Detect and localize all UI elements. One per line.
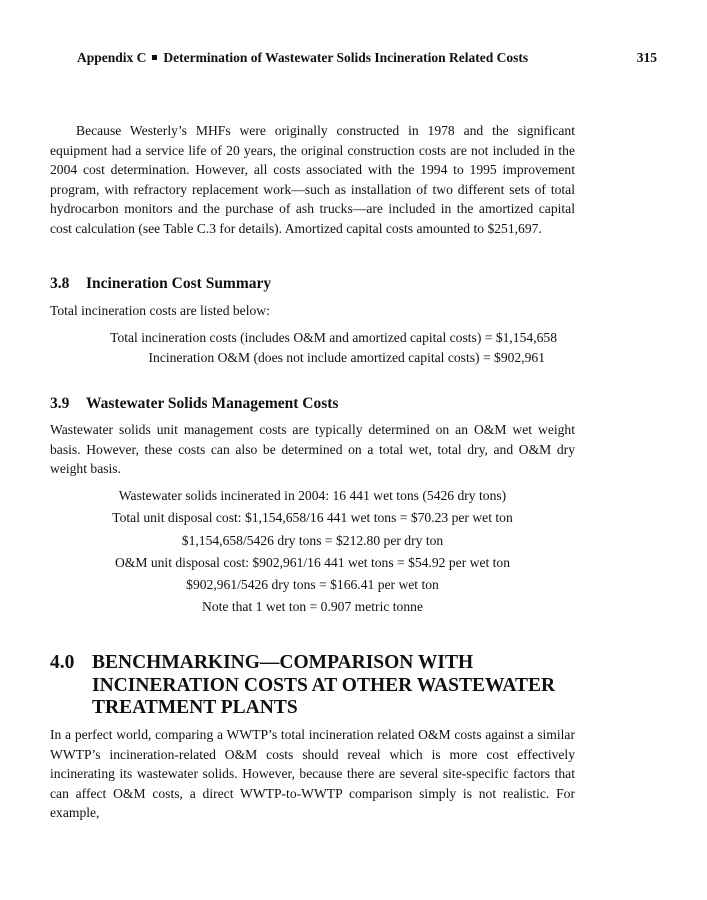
section-3-8-lead: Total incineration costs are listed below: — [50, 303, 270, 318]
section-3-8-heading — [50, 275, 271, 293]
section-3-9-title: Wastewater Solids Management Costs — [86, 395, 339, 412]
header-chapter-title: Determination of Wastewater Solids Incineration Related Costs — [163, 50, 529, 65]
header-title — [77, 50, 528, 66]
section-3-8-title: Incineration Cost Summary — [86, 275, 272, 292]
section-3-9-paragraph: Wastewater solids unit management costs are typically determined on an O&M wet weight basis. However, these costs can also be determined on a total wet, total dry, and O&M dry weight basis. — [50, 422, 575, 477]
page-number: 315 — [636, 50, 657, 65]
cost-summary-block — [50, 328, 575, 367]
om-unit-disposal-cost-line: O&M unit disposal cost: $902,961/16 441 wet tons = $54.92 per wet ton — [114, 554, 511, 570]
section-4-0-paragraph: In a perfect world, comparing a WWTP’s total incineration related O&M costs against a similar WWTP’s incineration-related O&M costs should reveal which is more cost effectively incinerating its wastewater solids. However, because there are several site-specific factors that can affect O&M costs, a direct WWTP-to-WWTP comparison simply is not realistic. For example, — [50, 727, 575, 821]
section-3-9-number: 3.9 — [50, 395, 70, 412]
solids-incinerated-line: Wastewater solids incinerated in 2004: 16 441 wet tons (5426 dry tons) — [118, 488, 507, 503]
conversion-note-line: Note that 1 wet ton = 0.907 metric tonne — [202, 599, 423, 615]
total-unit-disposal-cost-line: Total unit disposal cost: $1,154,658/16 441 wet tons = $70.23 per wet ton — [112, 510, 513, 526]
section-3-9-heading — [50, 395, 338, 413]
intro-paragraph: Because Westerly’s MHFs were originally constructed in 1978 and the significant equipment had a service life of 20 years, the original construction costs are not included in the 2004 cost determination. However, all costs associated with the 1994 to 1995 improvement program, with refractory replacement work—such as installation of two different sets of total hydrocarbon monitors and the purchase of ash trucks—are included in the amortized capital cost calculation (see Table C.3 for details). Amortized capital costs amounted to $251,697. — [50, 123, 575, 236]
unit-cost-block — [50, 485, 575, 619]
header-bullet-icon — [152, 55, 157, 60]
header-appendix: Appendix C — [77, 50, 147, 65]
total-dry-ton-cost-line: $1,154,658/5426 dry tons = $212.80 per dry ton — [181, 532, 444, 548]
total-incineration-cost-line: Total incineration costs (includes O&M and amortized capital costs) = $1,154,658 — [110, 330, 557, 345]
section-4-0-title: BENCHMARKING—COMPARISON WITH INCINERATION COSTS AT OTHER WASTEWATER TREATMENT PLANTS — [92, 652, 556, 718]
section-3-8-number: 3.8 — [50, 275, 70, 292]
om-dry-ton-cost-line: $902,961/5426 dry tons = $166.41 per wet ton — [186, 577, 439, 593]
incineration-om-cost-line: Incineration O&M (does not include amortized capital costs) = $902,961 — [148, 349, 545, 365]
section-4-0-heading — [50, 652, 590, 720]
section-4-0-number: 4.0 — [50, 652, 75, 673]
